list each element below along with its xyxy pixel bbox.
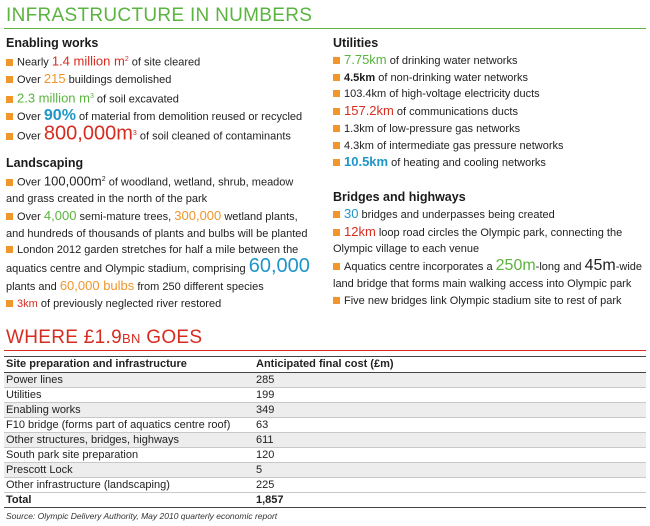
source-note: Source: Olympic Delivery Authority, May 2010 quarterly economic report — [6, 511, 278, 521]
column-header-item: Site preparation and infrastructure — [4, 357, 254, 373]
bridges-item — [333, 224, 645, 258]
item-text: land bridge that forms main walking access into Olympic park — [333, 277, 632, 290]
bullet-square-icon — [6, 213, 13, 220]
item-sup: 2 — [124, 56, 129, 63]
enabling-item — [6, 122, 302, 145]
item-text: Over — [17, 211, 44, 224]
page-title: INFRASTRUCTURE IN NUMBERS — [6, 5, 313, 26]
item-sup: 2 — [101, 176, 106, 183]
item-text: plants and — [6, 280, 60, 293]
item-value: 4.3km — [344, 139, 374, 152]
table-row — [4, 403, 646, 418]
item-text: of site cleared — [128, 56, 201, 69]
item-text: of high-voltage electricity ducts — [386, 88, 540, 101]
row-label: F10 bridge (forms part of aquatics centre roof) — [4, 418, 254, 433]
item-text: of material from demolition reused or recycled — [75, 111, 303, 124]
row-cost: 611 — [254, 433, 646, 448]
item-text: of previously neglected river restored — [37, 297, 222, 310]
item-value: 3km — [17, 297, 38, 310]
item-value: 103.4km — [344, 88, 387, 101]
item-value: 30 — [344, 206, 359, 221]
cost-rule — [4, 350, 646, 351]
item-text: London 2012 garden stretches for half a mile between the — [17, 244, 299, 257]
item-text: bridges and underpasses being created — [358, 209, 555, 221]
utilities-item — [333, 103, 564, 121]
row-label: Utilities — [4, 388, 254, 403]
bullet-square-icon — [333, 159, 340, 166]
utilities-item — [333, 154, 564, 172]
column-header-cost: Anticipated final cost (£m) — [254, 357, 646, 373]
item-text: of communications ducts — [393, 106, 518, 119]
item-value: 300,000 — [174, 208, 222, 224]
cost-title-text: WHERE £1.9 — [6, 327, 122, 348]
row-cost: 120 — [254, 448, 646, 463]
item-text: -wide — [615, 261, 643, 274]
bullet-square-icon — [333, 297, 340, 304]
cost-table — [4, 356, 646, 508]
item-value: 2.3 million m — [17, 90, 90, 106]
item-text: of low-pressure gas networks — [373, 122, 521, 135]
bullet-square-icon — [333, 263, 340, 270]
landscaping-item — [6, 172, 326, 208]
bridges-heading: Bridges and highways — [333, 190, 466, 204]
table-total-row — [4, 493, 646, 508]
bullet-square-icon — [333, 125, 340, 132]
item-value: 157.2km — [344, 103, 394, 119]
item-text: -long and — [535, 261, 585, 274]
item-value: 100,000m — [43, 173, 102, 189]
bullet-square-icon — [6, 59, 13, 66]
bullet-square-icon — [333, 90, 340, 97]
item-value: 12km — [344, 223, 376, 239]
item-text: Over — [17, 176, 44, 189]
item-text: of soil cleaned of contaminants — [136, 130, 291, 143]
item-text: buildings demolished — [65, 74, 172, 87]
utilities-item — [333, 121, 564, 138]
item-value: 4,000 — [43, 208, 77, 224]
item-value: 90% — [43, 107, 76, 125]
bridges-item — [333, 206, 645, 224]
table-header-row — [4, 357, 646, 373]
bullet-square-icon — [333, 108, 340, 115]
table-row — [4, 478, 646, 493]
utilities-heading: Utilities — [333, 36, 379, 50]
item-value: 800,000m — [43, 122, 133, 145]
item-value: 60,000 — [248, 255, 310, 278]
enabling-item — [6, 71, 302, 89]
total-label: Total — [4, 493, 254, 508]
landscaping-item — [6, 208, 326, 242]
table-body — [4, 373, 646, 493]
bullet-square-icon — [333, 211, 340, 218]
item-text: of drinking water networks — [386, 55, 518, 67]
item-text: from 250 different species — [134, 280, 264, 293]
item-text: Nearly — [17, 56, 52, 69]
bullet-square-icon — [6, 300, 13, 307]
enabling-item — [6, 89, 302, 108]
item-text: Five new bridges link Olympic stadium site to rest of park — [344, 294, 622, 307]
item-value: 7.75km — [344, 52, 387, 67]
item-sup: 3 — [132, 130, 137, 138]
row-label: Enabling works — [4, 403, 254, 418]
item-text: Over — [17, 74, 44, 87]
row-label: Other structures, bridges, highways — [4, 433, 254, 448]
item-text: wetland plants, — [221, 211, 298, 224]
item-text: Over — [17, 111, 44, 124]
table-row — [4, 418, 646, 433]
utilities-item — [333, 86, 564, 103]
cost-section-title — [6, 327, 202, 349]
item-value: 1.3km — [344, 122, 374, 135]
item-text: loop road circles the Olympic park, connecting the — [375, 226, 623, 239]
item-value: 1.4 million m — [51, 53, 125, 69]
bullet-square-icon — [6, 96, 13, 103]
bridges-item — [333, 293, 645, 310]
row-label: Power lines — [4, 373, 254, 388]
bullet-square-icon — [333, 229, 340, 236]
bullet-square-icon — [333, 57, 340, 64]
item-value: 45m — [584, 257, 616, 275]
table-row — [4, 433, 646, 448]
bridges-item — [333, 258, 645, 292]
cost-title-unit: BN — [121, 331, 141, 346]
bullet-square-icon — [6, 133, 13, 140]
item-text: of soil excavated — [93, 93, 179, 106]
item-value: 4.5km — [344, 71, 376, 84]
item-text: Olympic village to each venue — [333, 243, 480, 256]
landscaping-item — [6, 242, 326, 295]
bullet-square-icon — [333, 74, 340, 81]
total-value: 1,857 — [254, 493, 646, 508]
row-cost: 285 — [254, 373, 646, 388]
table-row — [4, 463, 646, 478]
table-row — [4, 373, 646, 388]
item-sup: 3 — [89, 93, 94, 101]
row-label: South park site preparation — [4, 448, 254, 463]
item-text: of heating and cooling networks — [388, 157, 546, 170]
utilities-item — [333, 70, 564, 87]
landscaping-item — [6, 296, 326, 313]
row-cost: 5 — [254, 463, 646, 478]
cost-title-text: GOES — [140, 327, 203, 348]
row-label: Prescott Lock — [4, 463, 254, 478]
enabling-list — [6, 52, 302, 145]
item-text: of non-drinking water networks — [375, 71, 529, 84]
bullet-square-icon — [6, 179, 13, 186]
landscaping-list — [6, 172, 326, 312]
row-label: Other infrastructure (landscaping) — [4, 478, 254, 493]
row-cost: 199 — [254, 388, 646, 403]
bridges-list — [333, 206, 645, 309]
landscaping-heading: Landscaping — [6, 156, 84, 170]
item-text: of woodland, wetland, shrub, meadow — [105, 176, 294, 189]
row-cost: 349 — [254, 403, 646, 418]
item-text: aquatics centre and Olympic stadium, comprising — [6, 263, 249, 276]
utilities-list — [333, 52, 564, 172]
bullet-square-icon — [6, 246, 13, 253]
item-value: 10.5km — [344, 154, 389, 170]
item-value: 215 — [43, 71, 66, 87]
title-rule — [4, 28, 646, 29]
utilities-item — [333, 138, 564, 155]
item-value: 60,000 bulbs — [59, 277, 135, 293]
item-text: of intermediate gas pressure networks — [373, 139, 564, 152]
enabling-item — [6, 52, 302, 71]
table-row — [4, 388, 646, 403]
row-cost: 63 — [254, 418, 646, 433]
table-row — [4, 448, 646, 463]
bullet-square-icon — [6, 76, 13, 83]
item-text: semi-mature trees, — [76, 211, 175, 224]
item-value: 250m — [495, 257, 536, 275]
item-text: and hundreds of thousands of plants and bulbs will be planted — [6, 227, 308, 240]
row-cost: 225 — [254, 478, 646, 493]
enabling-heading: Enabling works — [6, 36, 99, 50]
utilities-item — [333, 52, 564, 70]
item-text: and grass created in the north of the park — [6, 193, 208, 206]
bullet-square-icon — [6, 113, 13, 120]
item-text: Over — [17, 130, 44, 143]
bullet-square-icon — [333, 142, 340, 149]
item-text: Aquatics centre incorporates a — [344, 261, 496, 274]
